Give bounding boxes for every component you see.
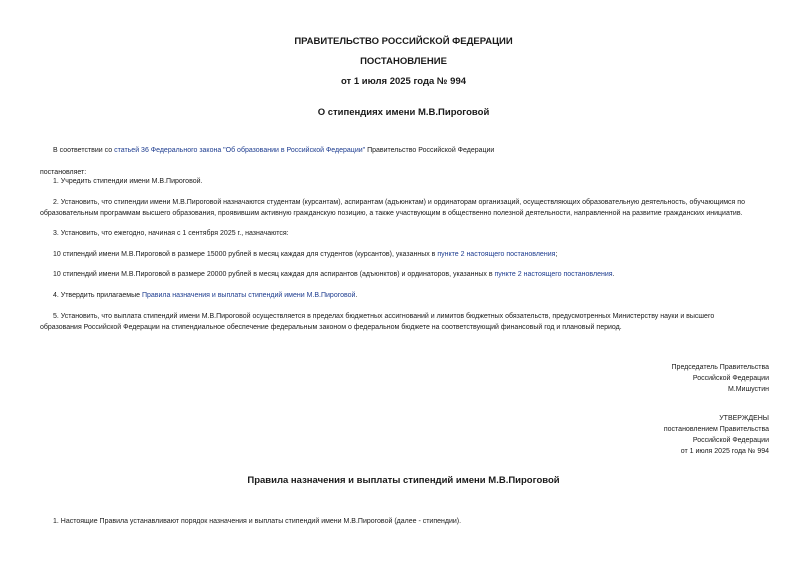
item-4-tail: . xyxy=(355,292,358,299)
item-3: 3. Установить, что ежегодно, начиная с 1 сентября 2025 г., назначаются: xyxy=(53,230,289,237)
item-2-line-1: 2. Установить, что стипендии имени М.В.Пироговой назначаются студентам (курсантам), аспирантам (адъюнктам) и ординаторам организаций, осуществляющих образовательную деятельность, обучающимся по xyxy=(53,199,745,206)
document-type: ПОСТАНОВЛЕНИЕ xyxy=(360,56,447,67)
approval-date: от 1 июля 2025 года № 994 xyxy=(680,448,769,455)
rules-link[interactable]: Правила назначения и выплаты стипендий имени М.В.Пироговой xyxy=(141,292,356,299)
signature-name: М.Мишустин xyxy=(727,386,769,393)
law-article-link[interactable]: статьей 36 Федерального закона "Об образовании в Российской Федерации" xyxy=(114,147,366,154)
preamble-text: В соответствии со xyxy=(53,147,115,154)
signature-body: Российской Федерации xyxy=(692,375,769,382)
item-3a xyxy=(53,249,557,260)
preamble-text-tail: Правительство Российской Федерации xyxy=(365,147,495,154)
item-3a-text: 10 стипендий имени М.В.Пироговой в размере 15000 рублей в месяц каждая для студентов (курсантов), указанных в xyxy=(53,251,438,258)
decree-verb: постановляет: xyxy=(40,169,87,176)
item-1: 1. Учредить стипендии имени М.В.Пироговой. xyxy=(53,178,203,185)
document-date-number: от 1 июля 2025 года № 994 xyxy=(340,76,467,87)
rules-title: Правила назначения и выплаты стипендий имени М.В.Пироговой xyxy=(247,475,560,486)
item-2-line-2: образовательным программам высшего образования, проявившим активную гражданскую позицию, а также участвующим в общественно полезной деятельности, направленной на развитие гражданских инициатив. xyxy=(40,210,743,217)
item-3a-tail: ; xyxy=(555,251,558,258)
signature-block xyxy=(672,362,769,395)
item-3b xyxy=(53,269,614,280)
document-title: О стипендиях имени М.В.Пироговой xyxy=(317,107,490,118)
item-4 xyxy=(53,290,357,301)
item-5-line-1: 5. Установить, что выплата стипендий имени М.В.Пироговой осуществляется в пределах бюджетных ассигнований и лимитов бюджетных обязательств, предусмотренных Министерству науки и высшего xyxy=(53,313,715,320)
item-5-line-2: образования Российской Федерации на стипендиальное обеспечение федеральным законом о федеральном бюджете на соответствующий финансовый год и плановый период. xyxy=(40,324,622,331)
preamble-paragraph xyxy=(53,145,494,156)
government-heading: ПРАВИТЕЛЬСТВО РОССИЙСКОЙ ФЕДЕРАЦИИ xyxy=(294,36,513,47)
approval-body: Российской Федерации xyxy=(692,437,769,444)
approval-by: постановлением Правительства xyxy=(663,426,769,433)
item-3b-text: 10 стипендий имени М.В.Пироговой в размере 20000 рублей в месяц каждая для аспирантов (адъюнктов) и ординаторов, указанных в xyxy=(53,271,495,278)
rules-item-1: 1. Настоящие Правила устанавливают порядок назначения и выплаты стипендий имени М.В.Пироговой (далее - стипендии). xyxy=(53,518,462,525)
item-3a-link[interactable]: пункте 2 настоящего постановления xyxy=(437,251,556,258)
item-4-text: 4. Утвердить прилагаемые xyxy=(53,292,142,299)
signature-position: Председатель Правительства xyxy=(671,364,769,371)
item-3b-link[interactable]: пункте 2 настоящего постановления xyxy=(494,271,613,278)
item-3b-tail: . xyxy=(612,271,615,278)
approval-block xyxy=(664,413,769,457)
approval-stamp: УТВЕРЖДЕНЫ xyxy=(719,415,769,422)
